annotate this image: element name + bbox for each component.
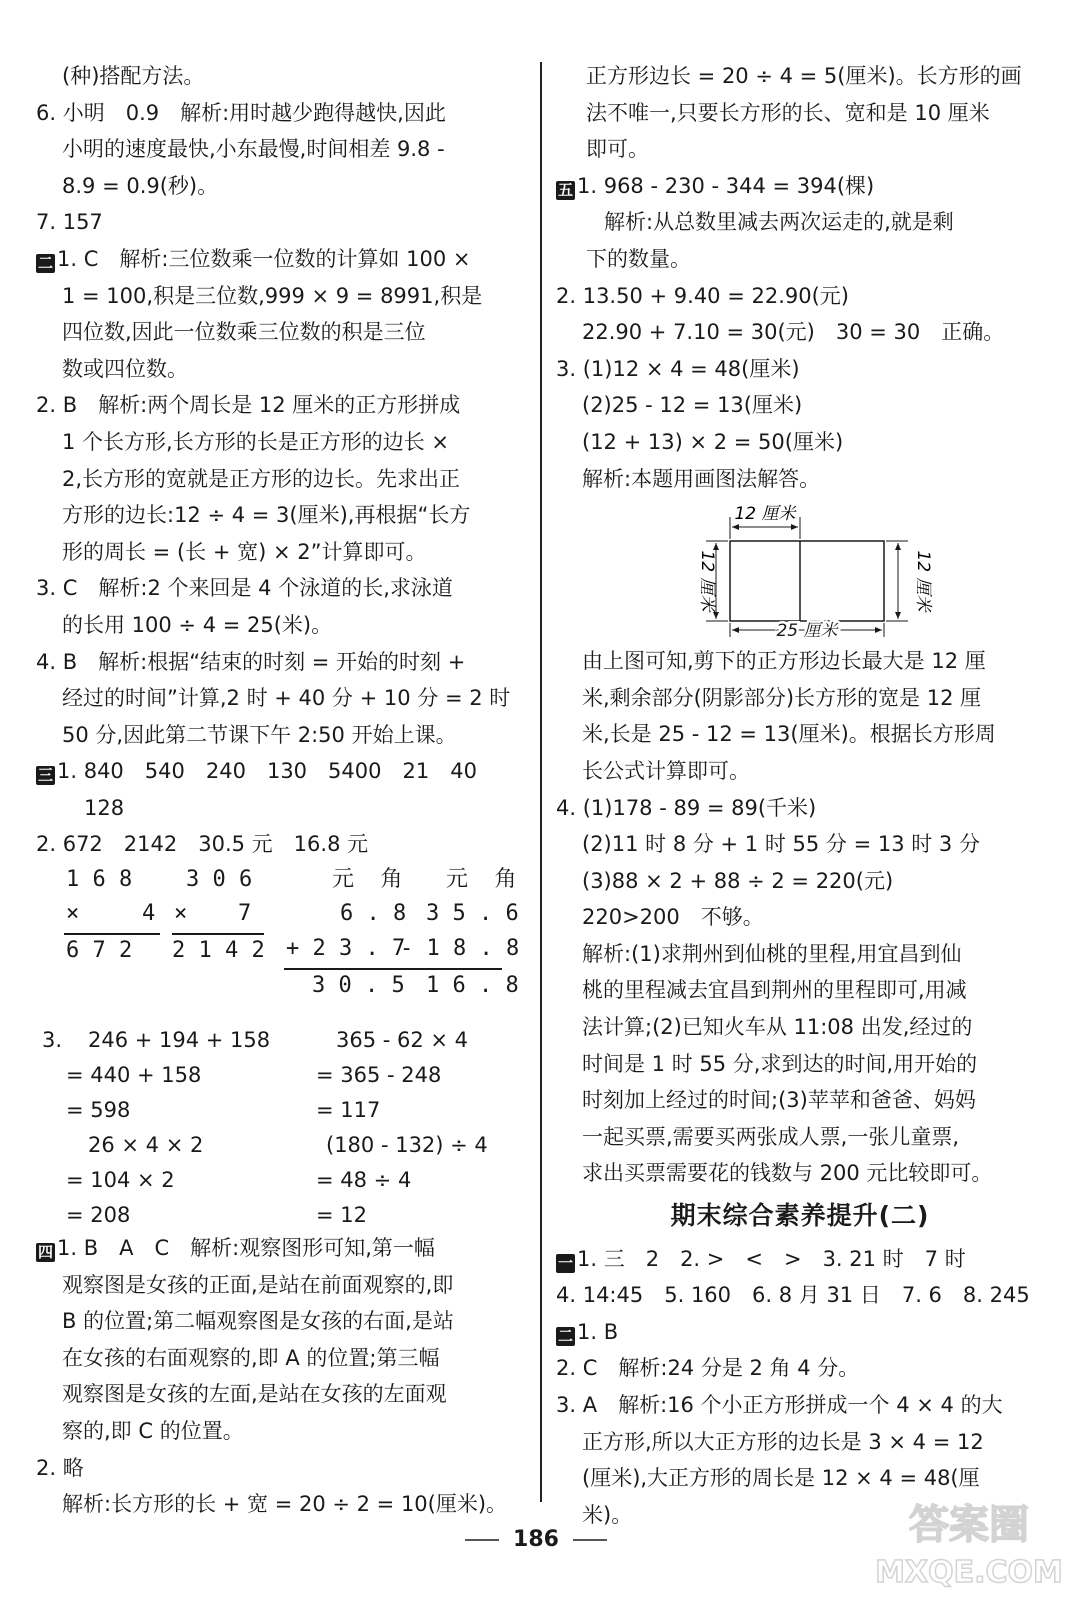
left-line-text: 50 分,因此第二节课下午 2:50 开始上课。 [62, 722, 457, 747]
vcalc-a2-head: 元 角 [446, 867, 517, 893]
left-line [36, 424, 516, 461]
right3-line [556, 1277, 1044, 1314]
right-line-text: (2)25 - 12 = 13(厘米) [582, 393, 803, 418]
right-column [556, 58, 1044, 1533]
vcalc-a1-result: 3 0 . 5 [312, 973, 405, 999]
left2-line [36, 1230, 516, 1267]
vcalc-a1-head: 元 角 [332, 867, 403, 893]
left2-line-text: 察的,即 C 的位置。 [62, 1419, 244, 1444]
right-line-text: 解析:本题用画图法解答。 [582, 466, 821, 491]
left2-line [36, 1340, 516, 1377]
left-line [36, 131, 516, 168]
left-line [36, 168, 516, 205]
right-line [556, 131, 1044, 168]
right-text-block-2 [556, 643, 1044, 1192]
left-line [36, 461, 516, 498]
vcalc-a2-result: 1 6 . 8 [426, 973, 519, 999]
right-line-text: 下的数量。 [586, 246, 691, 271]
right-line [556, 351, 1044, 388]
calc3-a3: 26 × 4 × 2 [88, 1133, 204, 1158]
left-line-text: 2,长方形的宽就是正方形的边长。先求出正 [62, 466, 461, 491]
left-text-block-2 [36, 1230, 516, 1523]
figure-label-right: 12 厘米 [913, 550, 933, 612]
right2-line-text: 220>200 不够。 [582, 905, 764, 930]
right-line-text: 即可。 [586, 137, 649, 162]
right3-line [556, 1387, 1044, 1424]
right-text-block-1 [556, 58, 1044, 497]
right2-line-text: 米,剩余部分(阴影部分)长方形的宽是 12 厘 [582, 685, 982, 710]
right2-line-text: 长公式计算即可。 [582, 758, 750, 783]
rectangle-diagram-svg [556, 503, 1044, 637]
vcalc-m2-top: 3 0 6 [186, 867, 253, 893]
right2-line-text: 由上图可知,剪下的正方形边长最大是 12 厘 [582, 649, 986, 674]
right2-line [556, 1009, 1044, 1046]
left-line-text: 6. 小明 0.9 解析:用时越少跑得越快,因此 [36, 100, 446, 125]
calc3-a5: = 208 [66, 1203, 131, 1228]
right2-line-text: 时间是 1 时 55 分,求到达的时间,用开始的 [582, 1051, 978, 1076]
left-line-text: 8.9 = 0.9(秒)。 [62, 173, 219, 198]
left-line [36, 314, 516, 351]
left-line [36, 95, 516, 132]
right2-line [556, 826, 1044, 863]
vcalc-m2-result: 2 1 4 2 [172, 938, 265, 964]
right-line [556, 95, 1044, 132]
left-line [36, 570, 516, 607]
right-line-text: 3. (1)12 × 4 = 48(厘米) [556, 356, 800, 381]
right2-line [556, 753, 1044, 790]
right2-line [556, 643, 1044, 680]
vcalc-a2-b: - 1 8 . 8 [400, 936, 520, 962]
right-line [556, 314, 1044, 351]
right3-line-text: 米)。 [582, 1502, 633, 1527]
section-number-badge: 一 [557, 1253, 573, 1272]
right3-line [556, 1241, 1044, 1278]
right2-line-text: 桃的里程减去宜昌到荆州的里程即可,用减 [582, 978, 967, 1003]
left-line [36, 534, 516, 571]
right2-line [556, 1082, 1044, 1119]
left-line-text: 2. B 解析:两个周长是 12 厘米的正方形拼成 [36, 393, 461, 418]
left-line [36, 351, 516, 388]
left-line-text: 1 个长方形,长方形的长是正方形的边长 × [62, 429, 449, 454]
right3-line [556, 1424, 1044, 1461]
left-line [36, 753, 516, 790]
vcalc-a2-top: 3 5 . 6 [426, 901, 519, 927]
right2-line [556, 899, 1044, 936]
calc3-b3: (180 - 132) ÷ 4 [326, 1133, 488, 1158]
right-line [556, 461, 1044, 498]
left-line [36, 717, 516, 754]
column-divider [540, 62, 542, 1502]
left2-line-text: B 的位置;第二幅观察图是女孩的右面,是站 [62, 1309, 454, 1334]
right2-line-text: 求出买票需要花的钱数与 200 元比较即可。 [582, 1161, 993, 1186]
left-column [36, 58, 520, 1523]
right2-line-text: 4. (1)178 - 89 = 89(千米) [556, 795, 817, 820]
left2-line-text: 解析:长方形的长 + 宽 = 20 ÷ 2 = 10(厘米)。 [62, 1492, 508, 1517]
right2-line-text: (3)88 × 2 + 88 ÷ 2 = 220(元) [582, 868, 894, 893]
right2-line [556, 936, 1044, 973]
left-line [36, 644, 516, 681]
section-number-badge: 四 [37, 1243, 53, 1262]
left2-line-text: 观察图是女孩的左面,是站在女孩的左面观 [62, 1382, 447, 1407]
watermark-logo [874, 1486, 1064, 1596]
right2-line [556, 1046, 1044, 1083]
left-line-text: 形的周长 = (长 + 宽) × 2”计算即可。 [62, 539, 427, 564]
right2-line [556, 972, 1044, 1009]
vcalc-a1-top: 6 . 8 [340, 901, 407, 927]
right3-line-text: 1. 三 2 2. > < > 3. 21 时 7 时 [577, 1246, 966, 1271]
page-dash-left [465, 1539, 499, 1541]
page-number: 186 [513, 1527, 559, 1552]
right-line-text: 22.90 + 7.10 = 30(元) 30 = 30 正确。 [582, 320, 1005, 345]
right-line-text: 法不唯一,只要长方形的长、宽和是 10 厘米 [586, 100, 990, 125]
right3-line-text: 正方形,所以大正方形的边长是 3 × 4 = 12 [582, 1429, 984, 1454]
right2-line [556, 716, 1044, 753]
right3-line [556, 1314, 1044, 1351]
right-line-text: 解析:从总数里减去两次运走的,就是剩 [604, 210, 954, 235]
right-line-text: 1. 968 - 230 - 344 = 394(棵) [577, 173, 875, 198]
left-line [36, 204, 516, 241]
right3-line-text: 4. 14:45 5. 160 6. 8 月 31 日 7. 6 8. 245 [556, 1283, 1030, 1308]
vertical-calculations [36, 863, 520, 1023]
left-line-text: 方形的边长:12 ÷ 4 = 3(厘米),再根据“长方 [62, 503, 471, 528]
right2-line-text: (2)11 时 8 分 + 1 时 55 分 = 13 时 3 分 [582, 832, 980, 857]
right3-line [556, 1350, 1044, 1387]
calc3-b0: 365 - 62 × 4 [336, 1028, 469, 1053]
left-line-text: 7. 157 [36, 210, 103, 235]
left2-line-text: 观察图是女孩的正面,是站在前面观察的,即 [62, 1272, 454, 1297]
right-line-text: 正方形边长 = 20 ÷ 4 = 5(厘米)。长方形的画 [586, 64, 1022, 88]
left-line [36, 826, 516, 863]
vcalc-m1-top: 1 6 8 [66, 867, 133, 893]
left2-line [36, 1303, 516, 1340]
calc3-b1: = 365 - 248 [316, 1063, 442, 1088]
section-number-badge: 二 [557, 1326, 573, 1345]
right-line [556, 168, 1044, 205]
left-line [36, 790, 516, 827]
calc3-b4: = 48 ÷ 4 [316, 1168, 412, 1193]
right2-line [556, 1119, 1044, 1156]
right2-line [556, 863, 1044, 900]
left2-line-text: 在女孩的右面观察的,即 A 的位置;第三幅 [62, 1345, 440, 1370]
left-line [36, 607, 516, 644]
left-line [36, 241, 516, 278]
calc3-a2: = 598 [66, 1098, 131, 1123]
calc3-b2: = 117 [316, 1098, 381, 1123]
left-line-text: 1 = 100,积是三位数,999 × 9 = 8991,积是 [62, 283, 483, 308]
right-line [556, 241, 1044, 278]
page-dash-right [573, 1539, 607, 1541]
rectangle-diagram [556, 503, 1044, 637]
vcalc-m1-result: 6 7 2 [66, 938, 133, 964]
left-line-text: 1. 840 540 240 130 5400 21 40 [57, 759, 477, 784]
calc3-a1: = 440 + 158 [66, 1063, 202, 1088]
left-line [36, 58, 516, 95]
vcalc-m1-op: × [66, 901, 80, 927]
left-line [36, 497, 516, 534]
figure-label-left: 12 厘米 [697, 550, 717, 612]
left2-line [36, 1450, 516, 1487]
right2-line [556, 680, 1044, 717]
left2-line-text: 1. B A C 解析:观察图形可知,第一幅 [57, 1236, 435, 1261]
left-line-text: 1. C 解析:三位数乘一位数的计算如 100 × [57, 246, 471, 271]
left-line [36, 680, 516, 717]
section-number-badge: 三 [37, 766, 53, 785]
vcalc-m2-op: × [174, 901, 188, 927]
left-line-text: 小明的速度最快,小东最慢,时间相差 9.8 - [62, 137, 445, 162]
right-line [556, 387, 1044, 424]
right2-line [556, 790, 1044, 827]
left-text-block-1 [36, 58, 516, 863]
calc3-b5: = 12 [316, 1203, 367, 1228]
right-line [556, 278, 1044, 315]
left2-line [36, 1486, 516, 1523]
right3-line-text: 2. C 解析:24 分是 2 角 4 分。 [556, 1356, 860, 1381]
right-line [556, 424, 1044, 461]
left-line-text: 2. 672 2142 30.5 元 16.8 元 [36, 832, 369, 857]
calc3-a0: 246 + 194 + 158 [88, 1028, 271, 1053]
left-line-text: 数或四位数。 [62, 356, 188, 381]
right2-line-text: 法计算;(2)已知火车从 11:08 出发,经过的 [582, 1015, 973, 1040]
left-line-text: (种)搭配方法。 [62, 64, 205, 88]
watermark-text-1: 答案圈 [909, 1502, 1029, 1548]
left2-line [36, 1376, 516, 1413]
watermark-text-2: MXQE.COM [875, 1555, 1063, 1590]
right2-line-text: 米,长是 25 - 12 = 13(厘米)。根据长方形周 [582, 722, 996, 747]
right3-line-text: 1. B [577, 1319, 619, 1344]
calc3-block [36, 1023, 516, 1230]
left2-line-text: 2. 略 [36, 1455, 84, 1480]
vcalc-a1-b: + 2 3 . 7 [286, 936, 406, 962]
figure-label-top: 12 厘米 [734, 504, 796, 525]
left-line [36, 278, 516, 315]
section-number-badge: 五 [557, 180, 573, 199]
right3-line-text: 3. A 解析:16 个小正方形拼成一个 4 × 4 的大 [556, 1393, 1003, 1417]
left2-line [36, 1267, 516, 1304]
left-line-text: 经过的时间”计算,2 时 + 40 分 + 10 分 = 2 时 [62, 686, 511, 711]
vcalc-m2-b: 7 [238, 901, 252, 927]
left-line-text: 4. B 解析:根据“结束的时刻 = 开始的时刻 + [36, 649, 466, 674]
section-number-badge: 二 [37, 253, 53, 272]
calc3-label: 3. [42, 1028, 63, 1053]
right-line [556, 204, 1044, 241]
section-title: 期末综合素养提升(二) [670, 1201, 930, 1231]
calc3-a4: = 104 × 2 [66, 1168, 175, 1193]
vcalc-m1-b: 4 [142, 901, 156, 927]
left-line-text: 的长用 100 ÷ 4 = 25(米)。 [62, 612, 333, 637]
left-line-text: 四位数,因此一位数乘三位数的积是三位 [62, 320, 426, 345]
figure-label-bottom: 25 厘米 [776, 621, 838, 638]
right2-line-text: 一起买票,需要买两张成人票,一张儿童票, [582, 1124, 960, 1149]
left2-line [36, 1413, 516, 1450]
right2-line-text: 解析:(1)求荆州到仙桃的里程,用宜昌到仙 [582, 941, 962, 966]
left-line [36, 387, 516, 424]
right3-line-text: (厘米),大正方形的周长是 12 × 4 = 48(厘 [582, 1466, 980, 1491]
right-line-text: 2. 13.50 + 9.40 = 22.90(元) [556, 283, 849, 308]
right-line-text: (12 + 13) × 2 = 50(厘米) [582, 429, 844, 454]
right2-line [556, 1155, 1044, 1192]
left-line-text: 3. C 解析:2 个来回是 4 个泳道的长,求泳道 [36, 576, 453, 601]
left-line-text: 128 [84, 795, 125, 820]
right2-line-text: 时刻加上经过的时间;(3)苹苹和爸爸、妈妈 [582, 1088, 976, 1113]
right-line [556, 58, 1044, 95]
